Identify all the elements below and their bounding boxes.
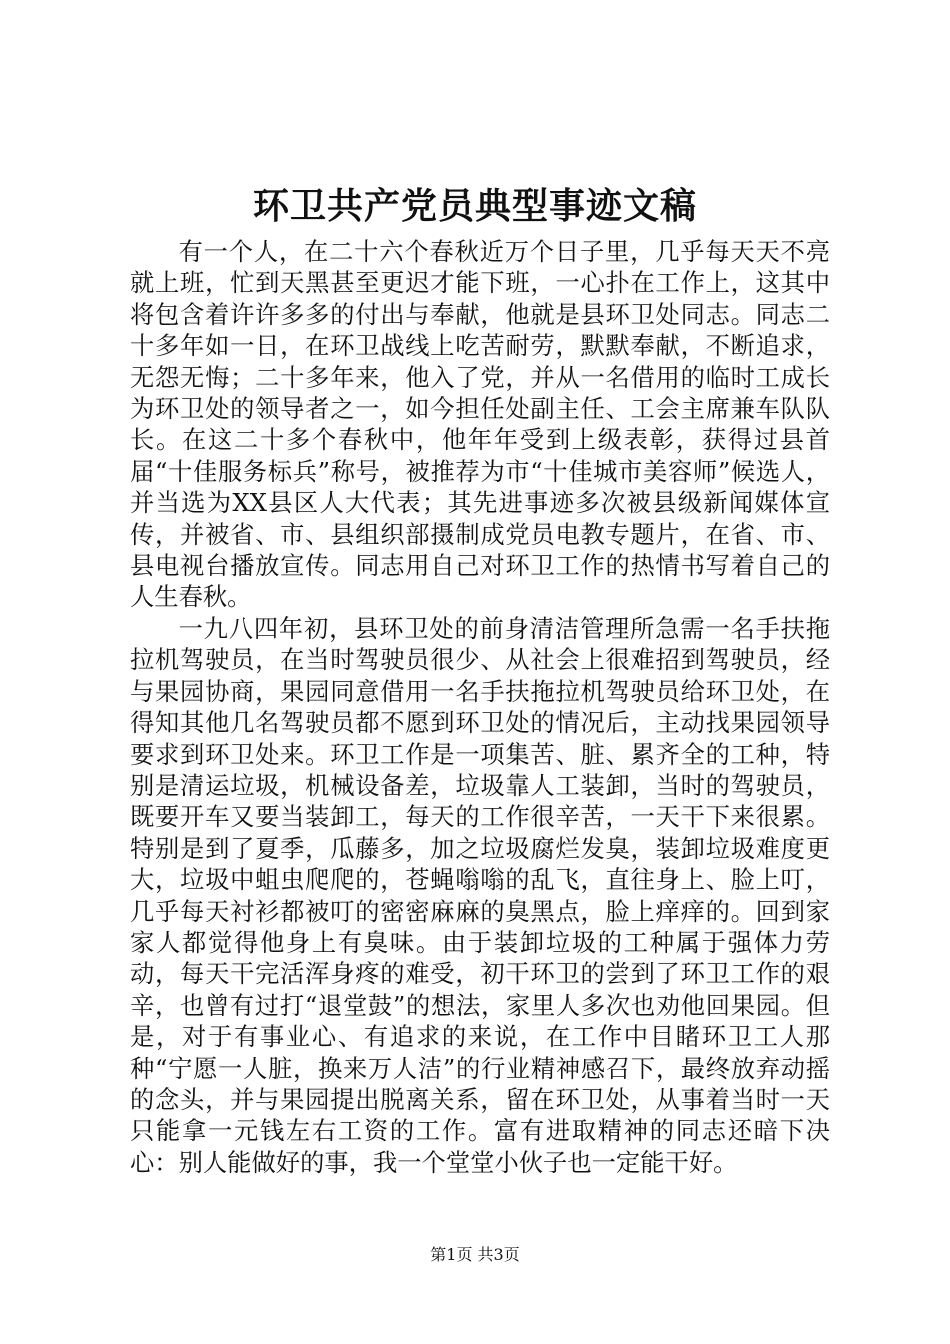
paragraph: 有一个人，在二十六个春秋近万个日子里，几乎每天天不亮就上班，忙到天黑甚至更迟才能下班，一心扑在工作上，这其中将包含着许许多多的付出与奉献，他就是县环卫处同志。同志二十多年如一日，在环卫战线上吃苦耐劳，默默奉献，不断追求，无怨无悔；二十多年来，他入了党，并从一名借用的临时工成长为环卫处的领导者之一，如今担任处副主任、工会主席兼车队队长。在这二十多个春秋中，他年年受到上级表彰，获得过县首届“十佳服务标兵”称号，被推荐为市“十佳城市美容师”候选人，并当选为XX县区人大代表；其先进事迹多次被县级新闻媒体宣传，并被省、市、县组织部摄制成党员电教专题片，在省、市、县电视台播放宣传。同志用自己对环卫工作的热情书写着自己的人生春秋。 [130, 237, 830, 612]
document-title: 环卫共产党员典型事迹文稿 [252, 185, 697, 227]
paragraph: 一九八四年初，县环卫处的前身清洁管理所急需一名手扶拖拉机驾驶员，在当时驾驶员很少、从社会上很难招到驾驶员，经与果园协商，果园同意借用一名手扶拖拉机驾驶员给环卫处，在得知其他几名驾驶员都不愿到环卫处的情况后，主动找果园领导要求到环卫处来。环卫工作是一项集苦、脏、累齐全的工种，特别是清运垃圾，机械设备差，垃圾靠人工装卸，当时的驾驶员，既要开车又要当装卸工，每天的工作很辛苦，一天干下来很累。特别是到了夏季，瓜藤多，加之垃圾腐烂发臭，装卸垃圾难度更大，垃圾中蛆虫爬爬的，苍蝇嗡嗡的乱飞，直往身上、脸上叮，几乎每天衬衫都被叮的密密麻麻的臭黑点，脸上痒痒的。回到家家人都觉得他身上有臭味。由于装卸垃圾的工种属于强体力劳动，每天干完活浑身疼的难受，初干环卫的尝到了环卫工作的艰辛，也曾有过打“退堂鼓”的想法，家里人多次也劝他回果园。但是，对于有事业心、有追求的来说，在工作中目睹环卫工人那种“宁愿一人脏，换来万人洁”的行业精神感召下，最终放弃动摇的念头，并与果园提出脱离关系，留在环卫处，从事着当时一天只能拿一元钱左右工资的工作。富有进取精神的同志还暗下决心：别人能做好的事，我一个堂堂小伙子也一定能干好。 [130, 613, 830, 1177]
page-number-footer: 第1页 共3页 [430, 1245, 520, 1264]
document-body [130, 236, 830, 1178]
